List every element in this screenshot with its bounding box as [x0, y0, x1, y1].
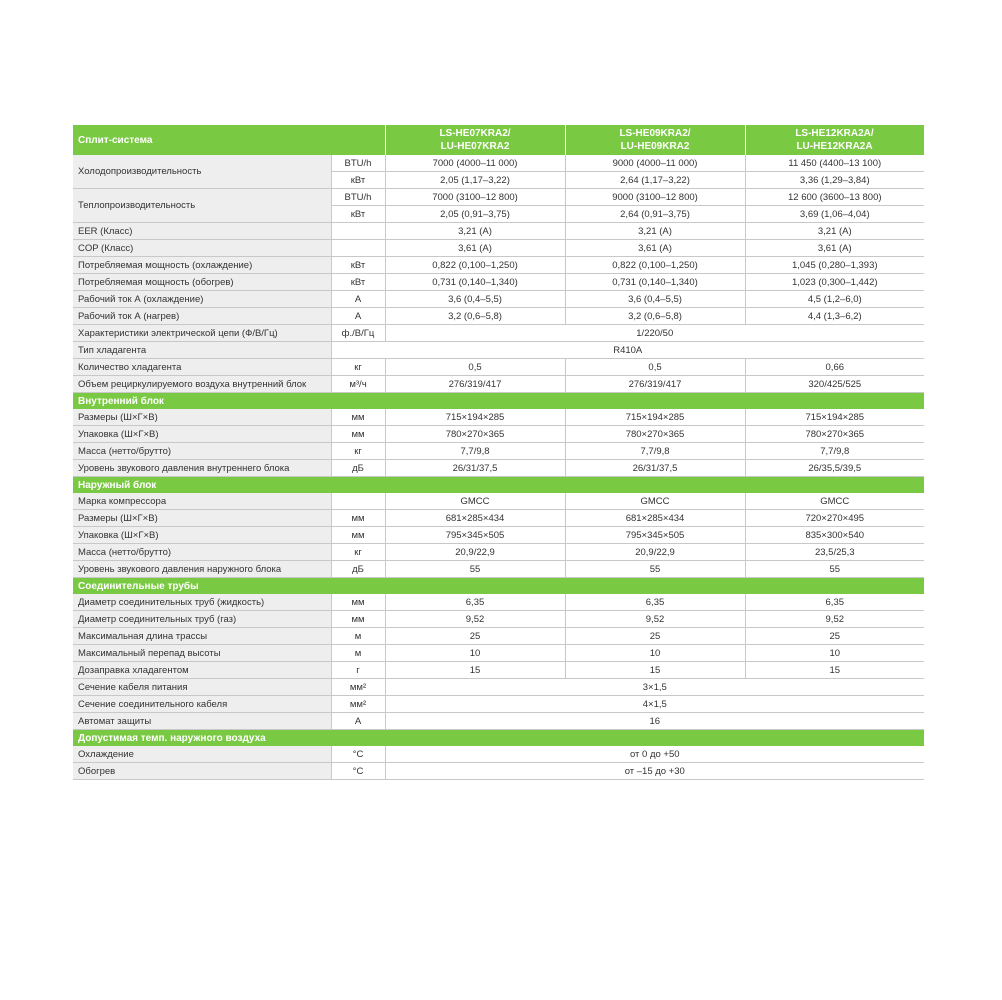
table-row [73, 189, 924, 206]
table-row [73, 544, 924, 561]
row-label: Охлаждение [73, 746, 331, 763]
row-unit: кВт [331, 172, 385, 189]
row-value: от 0 до +50 [385, 746, 924, 763]
model-header [745, 125, 924, 155]
row-unit: BTU/h [331, 189, 385, 206]
row-value: 1/220/50 [385, 325, 924, 342]
row-value: 715×194×285 [385, 409, 565, 426]
row-value: 9,52 [385, 611, 565, 628]
row-label: Упаковка (Ш×Г×В) [73, 527, 331, 544]
row-label: Характеристики электрической цепи (Ф/В/Гц) [73, 325, 331, 342]
table-row [73, 763, 924, 780]
row-value: 276/319/417 [565, 376, 745, 393]
section-header [73, 477, 924, 494]
row-value: 4×1,5 [385, 696, 924, 713]
row-unit: дБ [331, 561, 385, 578]
table-row [73, 679, 924, 696]
row-value: 715×194×285 [745, 409, 924, 426]
model-name-line: LS-HE12KRA2A/ [795, 128, 874, 139]
row-value: 7,7/9,8 [745, 443, 924, 460]
row-label: Уровень звукового давления наружного блока [73, 561, 331, 578]
table-row [73, 611, 924, 628]
row-value: 7,7/9,8 [385, 443, 565, 460]
row-value: 681×285×434 [565, 510, 745, 527]
model-name-line: LU-HE07KRA2 [440, 141, 510, 152]
row-label: Сечение кабеля питания [73, 679, 331, 696]
row-value: 1,045 (0,280–1,393) [745, 257, 924, 274]
row-value: 795×345×505 [385, 527, 565, 544]
section-title: Наружный блок [73, 477, 924, 494]
row-value: 795×345×505 [565, 527, 745, 544]
row-value: 55 [385, 561, 565, 578]
row-value: 7000 (4000–11 000) [385, 155, 565, 172]
table-row [73, 527, 924, 544]
row-value: 7000 (3100–12 800) [385, 189, 565, 206]
row-label: COP (Класс) [73, 240, 331, 257]
row-value: 0,5 [565, 359, 745, 376]
table-row [73, 155, 924, 172]
row-unit: ф./В/Гц [331, 325, 385, 342]
row-value: 0,731 (0,140–1,340) [385, 274, 565, 291]
row-value: 10 [385, 645, 565, 662]
section-header [73, 730, 924, 747]
row-value: 11 450 (4400–13 100) [745, 155, 924, 172]
row-label: Диаметр соединительных труб (газ) [73, 611, 331, 628]
row-unit: м [331, 628, 385, 645]
row-label: Рабочий ток А (охлаждение) [73, 291, 331, 308]
row-value: 6,35 [565, 594, 745, 611]
row-label: Размеры (Ш×Г×В) [73, 409, 331, 426]
row-value: 3,6 (0,4–5,5) [385, 291, 565, 308]
row-unit [331, 223, 385, 240]
row-unit: А [331, 291, 385, 308]
row-value: 20,9/22,9 [565, 544, 745, 561]
row-value: 55 [745, 561, 924, 578]
row-value: 276/319/417 [385, 376, 565, 393]
row-label: Объем рециркулируемого воздуха внутренний блок [73, 376, 331, 393]
row-value: 4,4 (1,3–6,2) [745, 308, 924, 325]
row-value: 780×270×365 [385, 426, 565, 443]
table-row [73, 713, 924, 730]
row-label: Сечение соединительного кабеля [73, 696, 331, 713]
row-unit: кг [331, 359, 385, 376]
row-value: 2,05 (0,91–3,75) [385, 206, 565, 223]
row-value: 9,52 [745, 611, 924, 628]
row-value: 3,36 (1,29–3,84) [745, 172, 924, 189]
row-value: 7,7/9,8 [565, 443, 745, 460]
row-value: 6,35 [385, 594, 565, 611]
row-value: 15 [745, 662, 924, 679]
table-row [73, 308, 924, 325]
row-value: 0,822 (0,100–1,250) [565, 257, 745, 274]
row-value: 26/31/37,5 [385, 460, 565, 477]
row-unit: м³/ч [331, 376, 385, 393]
table-row [73, 443, 924, 460]
row-value: GMCC [385, 493, 565, 510]
row-value: 0,5 [385, 359, 565, 376]
section-header [73, 578, 924, 595]
row-value: 10 [745, 645, 924, 662]
table-row [73, 240, 924, 257]
table-row [73, 746, 924, 763]
table-row [73, 628, 924, 645]
table-row [73, 376, 924, 393]
row-unit: мм [331, 426, 385, 443]
row-value: 780×270×365 [745, 426, 924, 443]
row-unit: мм [331, 510, 385, 527]
row-value: 3,2 (0,6–5,8) [565, 308, 745, 325]
row-label: Уровень звукового давления внутреннего блока [73, 460, 331, 477]
table-row [73, 561, 924, 578]
section-title: Допустимая темп. наружного воздуха [73, 730, 924, 747]
row-value: 25 [385, 628, 565, 645]
row-value: 0,822 (0,100–1,250) [385, 257, 565, 274]
row-value: 1,023 (0,300–1,442) [745, 274, 924, 291]
row-label: Масса (нетто/брутто) [73, 443, 331, 460]
row-value: 3,6 (0,4–5,5) [565, 291, 745, 308]
section-title: Внутренний блок [73, 393, 924, 410]
row-unit: кВт [331, 257, 385, 274]
row-value: 2,64 (0,91–3,75) [565, 206, 745, 223]
row-value: 15 [565, 662, 745, 679]
row-value: 681×285×434 [385, 510, 565, 527]
row-value: 715×194×285 [565, 409, 745, 426]
section-header [73, 393, 924, 410]
row-label: EER (Класс) [73, 223, 331, 240]
row-value: GMCC [565, 493, 745, 510]
row-label: Потребляемая мощность (охлаждение) [73, 257, 331, 274]
row-unit: мм² [331, 679, 385, 696]
table-row [73, 359, 924, 376]
row-value: 3,21 (A) [385, 223, 565, 240]
model-header [385, 125, 565, 155]
row-unit: м [331, 645, 385, 662]
row-value: 25 [745, 628, 924, 645]
row-unit: мм [331, 409, 385, 426]
row-value: 3,21 (A) [745, 223, 924, 240]
table-row [73, 510, 924, 527]
row-label: Количество хладагента [73, 359, 331, 376]
row-value: 3×1,5 [385, 679, 924, 696]
row-value: 2,05 (1,17–3,22) [385, 172, 565, 189]
table-row [73, 460, 924, 477]
row-label: Обогрев [73, 763, 331, 780]
table-row [73, 645, 924, 662]
row-value: 25 [565, 628, 745, 645]
row-unit: г [331, 662, 385, 679]
row-value: R410A [331, 342, 924, 359]
row-unit: мм² [331, 696, 385, 713]
spec-table [73, 125, 925, 780]
row-unit [331, 493, 385, 510]
row-value: 3,2 (0,6–5,8) [385, 308, 565, 325]
row-value: 9000 (4000–11 000) [565, 155, 745, 172]
row-label: Размеры (Ш×Г×В) [73, 510, 331, 527]
row-value: 16 [385, 713, 924, 730]
row-value: 835×300×540 [745, 527, 924, 544]
row-label: Дозаправка хладагентом [73, 662, 331, 679]
row-label: Потребляемая мощность (обогрев) [73, 274, 331, 291]
row-value: 6,35 [745, 594, 924, 611]
row-unit: кг [331, 443, 385, 460]
row-unit: А [331, 308, 385, 325]
row-unit: °C [331, 763, 385, 780]
row-label: Теплопроизводительность [73, 189, 331, 223]
row-value: 3,61 (A) [565, 240, 745, 257]
row-label: Марка компрессора [73, 493, 331, 510]
row-value: от –15 до +30 [385, 763, 924, 780]
table-title: Сплит-система [73, 125, 385, 155]
row-value: 9000 (3100–12 800) [565, 189, 745, 206]
row-unit [331, 240, 385, 257]
model-name-line: LU-HE12KRA2A [796, 141, 873, 152]
row-value: 0,66 [745, 359, 924, 376]
model-name-line: LS-HE07KRA2/ [439, 128, 511, 139]
row-value: 23,5/25,3 [745, 544, 924, 561]
table-header-row [73, 125, 924, 155]
row-value: 3,21 (A) [565, 223, 745, 240]
model-name-line: LU-HE09KRA2 [620, 141, 690, 152]
row-label: Максимальная длина трассы [73, 628, 331, 645]
table-row [73, 696, 924, 713]
table-row [73, 426, 924, 443]
row-unit: дБ [331, 460, 385, 477]
row-value: 320/425/525 [745, 376, 924, 393]
row-value: 15 [385, 662, 565, 679]
row-unit: кВт [331, 206, 385, 223]
row-label: Автомат защиты [73, 713, 331, 730]
row-value: 780×270×365 [565, 426, 745, 443]
row-label: Холодопроизводительность [73, 155, 331, 189]
row-value: GMCC [745, 493, 924, 510]
model-header [565, 125, 745, 155]
table-row [73, 409, 924, 426]
table-row [73, 342, 924, 359]
row-value: 9,52 [565, 611, 745, 628]
row-unit: °C [331, 746, 385, 763]
table-row [73, 325, 924, 342]
row-value: 4,5 (1,2–6,0) [745, 291, 924, 308]
row-value: 3,61 (A) [745, 240, 924, 257]
row-unit: BTU/h [331, 155, 385, 172]
row-value: 10 [565, 645, 745, 662]
row-unit: мм [331, 527, 385, 544]
section-title: Соединительные трубы [73, 578, 924, 595]
row-value: 55 [565, 561, 745, 578]
row-label: Рабочий ток А (нагрев) [73, 308, 331, 325]
table-row [73, 274, 924, 291]
table-row [73, 257, 924, 274]
row-value: 3,61 (A) [385, 240, 565, 257]
table-row [73, 493, 924, 510]
row-value: 20,9/22,9 [385, 544, 565, 561]
row-value: 2,64 (1,17–3,22) [565, 172, 745, 189]
row-unit: кВт [331, 274, 385, 291]
table-row [73, 662, 924, 679]
row-value: 26/35,5/39,5 [745, 460, 924, 477]
row-unit: мм [331, 611, 385, 628]
row-value: 720×270×495 [745, 510, 924, 527]
row-value: 3,69 (1,06–4,04) [745, 206, 924, 223]
row-label: Максимальный перепад высоты [73, 645, 331, 662]
row-unit: мм [331, 594, 385, 611]
row-label: Масса (нетто/брутто) [73, 544, 331, 561]
row-label: Диаметр соединительных труб (жидкость) [73, 594, 331, 611]
table-row [73, 223, 924, 240]
table-row [73, 594, 924, 611]
row-value: 0,731 (0,140–1,340) [565, 274, 745, 291]
row-unit: кг [331, 544, 385, 561]
model-name-line: LS-HE09KRA2/ [619, 128, 691, 139]
table-row [73, 291, 924, 308]
row-unit: А [331, 713, 385, 730]
row-value: 12 600 (3600–13 800) [745, 189, 924, 206]
row-label: Тип хладагента [73, 342, 331, 359]
row-label: Упаковка (Ш×Г×В) [73, 426, 331, 443]
row-value: 26/31/37,5 [565, 460, 745, 477]
